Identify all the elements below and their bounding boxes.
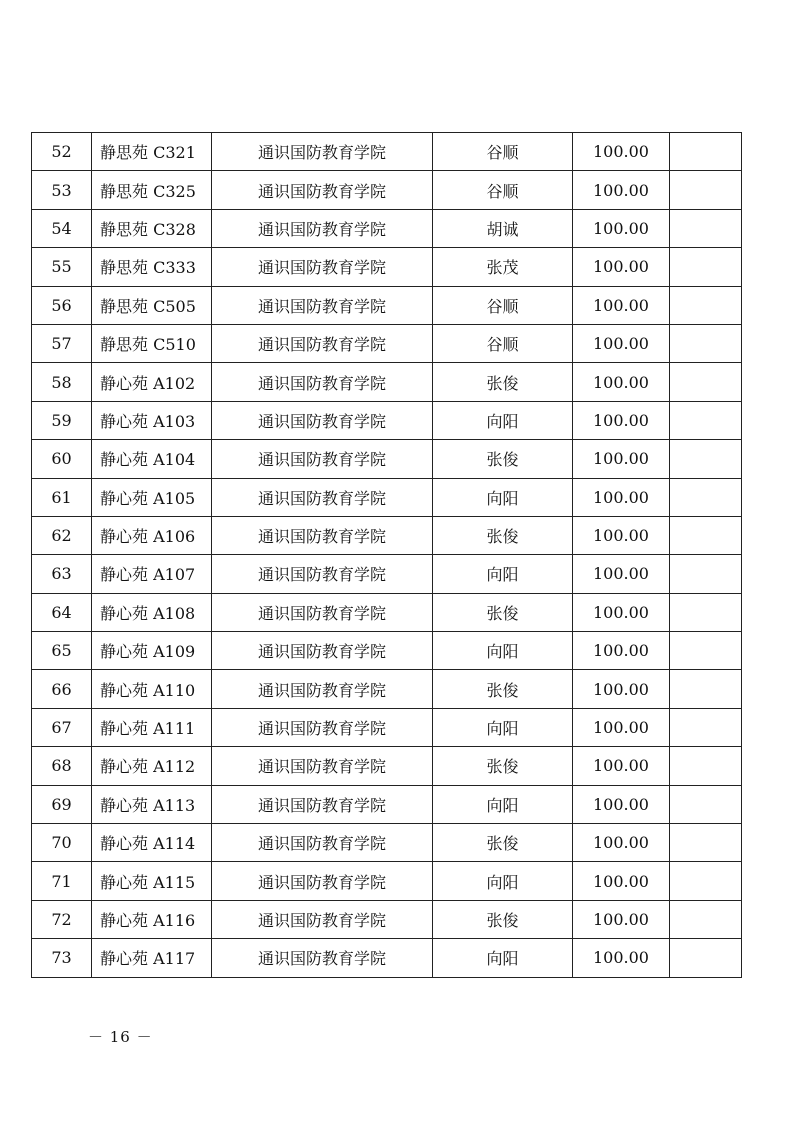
remark-cell (670, 555, 742, 593)
name-cell: 向阳 (433, 478, 573, 516)
table-row (32, 593, 742, 631)
room-cell: 静心苑 A115 (92, 862, 212, 900)
row-index-cell: 70 (32, 824, 92, 862)
name-cell: 张茂 (433, 248, 573, 286)
remark-cell (670, 862, 742, 900)
name-cell: 张俊 (433, 440, 573, 478)
name-cell: 向阳 (433, 401, 573, 439)
college-cell: 通识国防教育学院 (212, 133, 433, 171)
row-index-cell: 53 (32, 171, 92, 209)
room-cell: 静心苑 A104 (92, 440, 212, 478)
remark-cell (670, 363, 742, 401)
room-cell: 静心苑 A109 (92, 632, 212, 670)
row-index-cell: 66 (32, 670, 92, 708)
amount-cell: 100.00 (573, 440, 670, 478)
college-cell: 通识国防教育学院 (212, 708, 433, 746)
room-cell: 静心苑 A112 (92, 747, 212, 785)
college-cell: 通识国防教育学院 (212, 670, 433, 708)
room-cell: 静心苑 A103 (92, 401, 212, 439)
table-row (32, 708, 742, 746)
room-cell: 静心苑 A105 (92, 478, 212, 516)
name-cell: 谷顺 (433, 286, 573, 324)
table-row (32, 133, 742, 171)
remark-cell (670, 286, 742, 324)
room-cell: 静思苑 C328 (92, 209, 212, 247)
amount-cell: 100.00 (573, 747, 670, 785)
table-row (32, 555, 742, 593)
room-cell: 静心苑 A111 (92, 708, 212, 746)
college-cell: 通识国防教育学院 (212, 401, 433, 439)
name-cell: 张俊 (433, 363, 573, 401)
amount-cell: 100.00 (573, 593, 670, 631)
college-cell: 通识国防教育学院 (212, 516, 433, 554)
row-index-cell: 55 (32, 248, 92, 286)
remark-cell (670, 747, 742, 785)
remark-cell (670, 785, 742, 823)
row-index-cell: 58 (32, 363, 92, 401)
amount-cell: 100.00 (573, 900, 670, 938)
row-index-cell: 68 (32, 747, 92, 785)
table-row (32, 785, 742, 823)
college-cell: 通识国防教育学院 (212, 862, 433, 900)
remark-cell (670, 939, 742, 977)
table-row (32, 824, 742, 862)
row-index-cell: 72 (32, 900, 92, 938)
room-cell: 静心苑 A102 (92, 363, 212, 401)
remark-cell (670, 632, 742, 670)
name-cell: 向阳 (433, 708, 573, 746)
college-cell: 通识国防教育学院 (212, 593, 433, 631)
remark-cell (670, 209, 742, 247)
row-index-cell: 56 (32, 286, 92, 324)
remark-cell (670, 824, 742, 862)
table-row (32, 171, 742, 209)
name-cell: 张俊 (433, 747, 573, 785)
room-cell: 静心苑 A107 (92, 555, 212, 593)
amount-cell: 100.00 (573, 670, 670, 708)
amount-cell: 100.00 (573, 862, 670, 900)
amount-cell: 100.00 (573, 516, 670, 554)
name-cell: 向阳 (433, 555, 573, 593)
remark-cell (670, 248, 742, 286)
amount-cell: 100.00 (573, 401, 670, 439)
name-cell: 谷顺 (433, 171, 573, 209)
name-cell: 向阳 (433, 862, 573, 900)
room-cell: 静心苑 A108 (92, 593, 212, 631)
college-cell: 通识国防教育学院 (212, 939, 433, 977)
remark-cell (670, 708, 742, 746)
amount-cell: 100.00 (573, 708, 670, 746)
remark-cell (670, 324, 742, 362)
row-index-cell: 71 (32, 862, 92, 900)
row-index-cell: 60 (32, 440, 92, 478)
name-cell: 向阳 (433, 632, 573, 670)
college-cell: 通识国防教育学院 (212, 248, 433, 286)
college-cell: 通识国防教育学院 (212, 824, 433, 862)
college-cell: 通识国防教育学院 (212, 632, 433, 670)
table-row (32, 516, 742, 554)
table-row (32, 324, 742, 362)
row-index-cell: 69 (32, 785, 92, 823)
name-cell: 向阳 (433, 939, 573, 977)
name-cell: 胡诚 (433, 209, 573, 247)
college-cell: 通识国防教育学院 (212, 440, 433, 478)
table-row (32, 478, 742, 516)
amount-cell: 100.00 (573, 209, 670, 247)
name-cell: 张俊 (433, 593, 573, 631)
room-cell: 静思苑 C321 (92, 133, 212, 171)
room-cell: 静心苑 A110 (92, 670, 212, 708)
row-index-cell: 65 (32, 632, 92, 670)
remark-cell (670, 478, 742, 516)
row-index-cell: 62 (32, 516, 92, 554)
college-cell: 通识国防教育学院 (212, 785, 433, 823)
name-cell: 张俊 (433, 824, 573, 862)
row-index-cell: 59 (32, 401, 92, 439)
amount-cell: 100.00 (573, 824, 670, 862)
room-cell: 静心苑 A114 (92, 824, 212, 862)
table-row (32, 209, 742, 247)
name-cell: 张俊 (433, 670, 573, 708)
amount-cell: 100.00 (573, 632, 670, 670)
amount-cell: 100.00 (573, 939, 670, 977)
amount-cell: 100.00 (573, 248, 670, 286)
amount-cell: 100.00 (573, 286, 670, 324)
college-cell: 通识国防教育学院 (212, 286, 433, 324)
row-index-cell: 64 (32, 593, 92, 631)
college-cell: 通识国防教育学院 (212, 324, 433, 362)
room-cell: 静心苑 A113 (92, 785, 212, 823)
page-number: － 16 － (88, 1028, 153, 1046)
college-cell: 通识国防教育学院 (212, 363, 433, 401)
name-cell: 谷顺 (433, 133, 573, 171)
amount-cell: 100.00 (573, 363, 670, 401)
remark-cell (670, 133, 742, 171)
college-cell: 通识国防教育学院 (212, 555, 433, 593)
row-index-cell: 57 (32, 324, 92, 362)
table-body (32, 133, 742, 978)
remark-cell (670, 401, 742, 439)
remark-cell (670, 516, 742, 554)
amount-cell: 100.00 (573, 478, 670, 516)
amount-cell: 100.00 (573, 171, 670, 209)
table-row (32, 670, 742, 708)
row-index-cell: 54 (32, 209, 92, 247)
table-row (32, 286, 742, 324)
college-cell: 通识国防教育学院 (212, 478, 433, 516)
college-cell: 通识国防教育学院 (212, 171, 433, 209)
amount-cell: 100.00 (573, 324, 670, 362)
row-index-cell: 63 (32, 555, 92, 593)
amount-cell: 100.00 (573, 785, 670, 823)
remark-cell (670, 900, 742, 938)
room-cell: 静思苑 C505 (92, 286, 212, 324)
table-row (32, 248, 742, 286)
college-cell: 通识国防教育学院 (212, 900, 433, 938)
room-table (31, 132, 742, 978)
table-row (32, 363, 742, 401)
amount-cell: 100.00 (573, 555, 670, 593)
room-cell: 静心苑 A106 (92, 516, 212, 554)
table-row (32, 440, 742, 478)
remark-cell (670, 670, 742, 708)
college-cell: 通识国防教育学院 (212, 747, 433, 785)
table-row (32, 900, 742, 938)
table-row (32, 632, 742, 670)
row-index-cell: 67 (32, 708, 92, 746)
table-row (32, 747, 742, 785)
name-cell: 张俊 (433, 516, 573, 554)
table-row (32, 401, 742, 439)
room-cell: 静思苑 C510 (92, 324, 212, 362)
remark-cell (670, 593, 742, 631)
row-index-cell: 61 (32, 478, 92, 516)
remark-cell (670, 440, 742, 478)
row-index-cell: 73 (32, 939, 92, 977)
name-cell: 张俊 (433, 900, 573, 938)
room-cell: 静思苑 C325 (92, 171, 212, 209)
table-row (32, 862, 742, 900)
room-cell: 静思苑 C333 (92, 248, 212, 286)
room-cell: 静心苑 A117 (92, 939, 212, 977)
row-index-cell: 52 (32, 133, 92, 171)
name-cell: 向阳 (433, 785, 573, 823)
amount-cell: 100.00 (573, 133, 670, 171)
name-cell: 谷顺 (433, 324, 573, 362)
room-cell: 静心苑 A116 (92, 900, 212, 938)
table-row (32, 939, 742, 977)
college-cell: 通识国防教育学院 (212, 209, 433, 247)
remark-cell (670, 171, 742, 209)
